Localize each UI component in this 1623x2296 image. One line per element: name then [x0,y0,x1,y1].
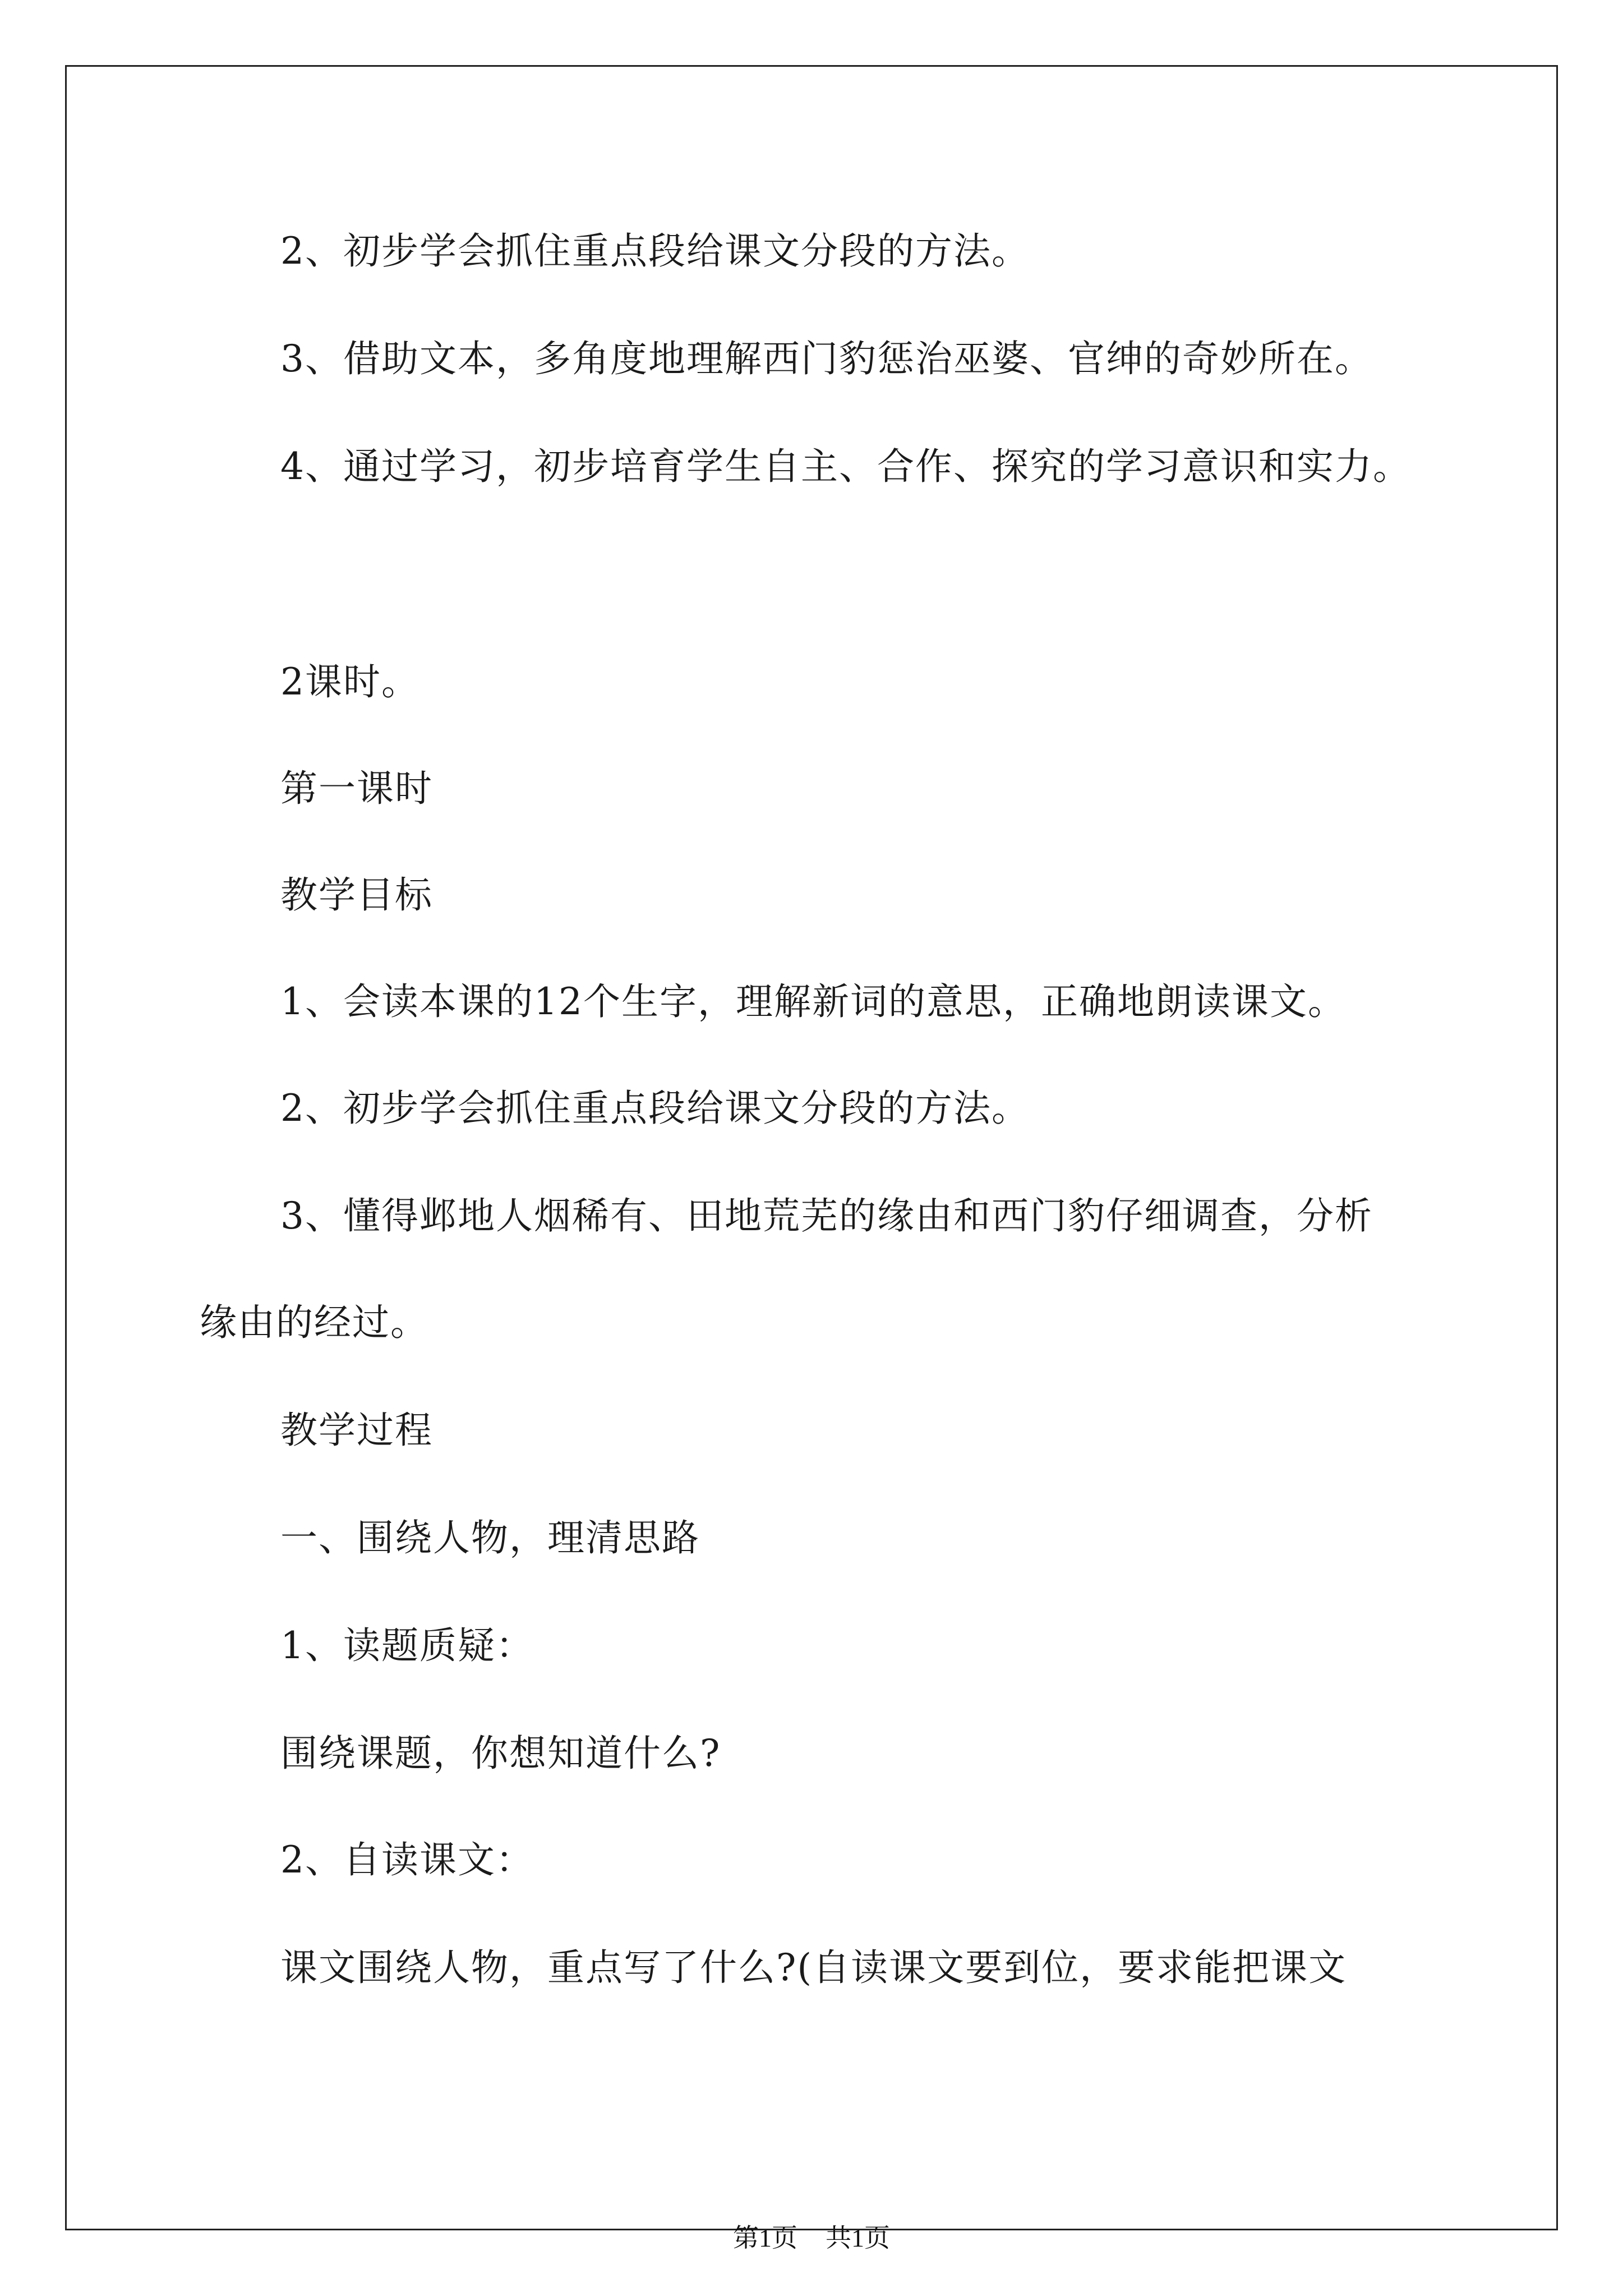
paragraph-goal-3-continued: 缘由的经过。 [200,1301,428,1344]
paragraph-goal-3: 3、懂得邺地人烟稀有、田地荒芜的缘由和西门豹仔细调查，分析 [280,1194,1373,1237]
page-number-total: 共1页 [826,2224,890,2252]
page-number-current: 第1页 [733,2224,797,2252]
paragraph-class-hours: 2课时。 [280,660,419,703]
paragraph-step-2-detail: 课文围绕人物，重点写了什么?(自读课文要到位，要求能把课文 [280,1946,1347,1989]
paragraph-step-2: 2、自读课文： [280,1838,534,1881]
page-border [65,65,1558,2230]
paragraph-step-1: 1、读题质疑： [280,1624,534,1667]
heading-first-lesson: 第一课时 [280,767,433,810]
paragraph-question: 围绕课题，你想知道什么? [280,1732,721,1775]
paragraph-objective-3: 3、借助文本，多角度地理解西门豹惩治巫婆、官绅的奇妙所在。 [280,337,1373,380]
page-footer [0,2221,1623,2255]
paragraph-goal-2: 2、初步学会抓住重点段给课文分段的方法。 [280,1087,1030,1130]
heading-section-1: 一、围绕人物，理清思路 [280,1516,700,1559]
paragraph-goal-1: 1、会读本课的12个生字，理解新词的意思，正确地朗读课文。 [280,980,1346,1023]
paragraph-objective-2: 2、初步学会抓住重点段给课文分段的方法。 [280,229,1030,273]
heading-teaching-process: 教学过程 [280,1409,433,1452]
paragraph-objective-4: 4、通过学习，初步培育学生自主、合作、探究的学习意识和实力。 [280,445,1411,488]
heading-teaching-goals: 教学目标 [280,873,433,917]
